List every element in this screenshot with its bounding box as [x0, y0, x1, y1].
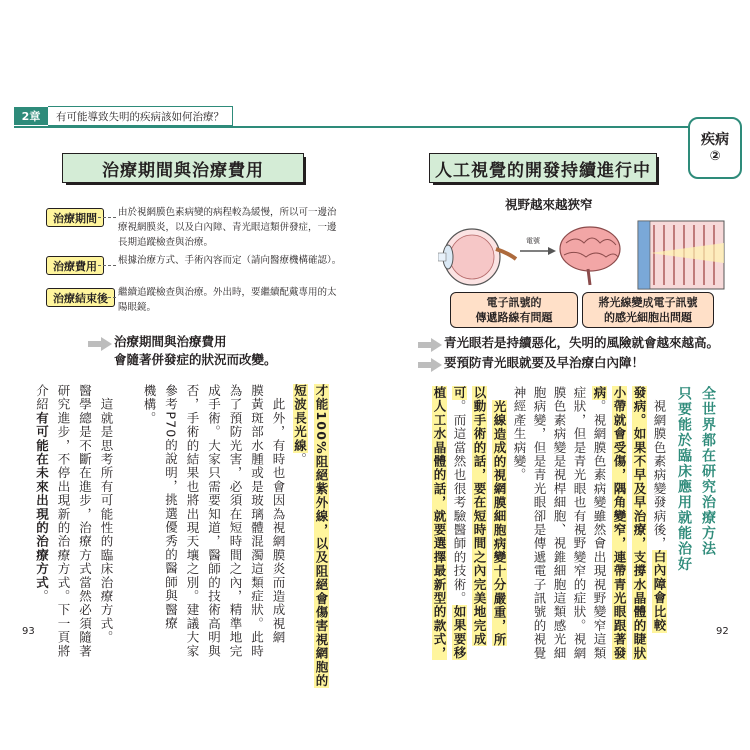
text-column	[226, 384, 244, 658]
body-text	[492, 386, 507, 400]
info-row-text-line: 由於視網膜色素病變的病程較為緩慢，所以可一邊治	[118, 207, 337, 218]
info-row-text	[118, 253, 341, 268]
body-text: 醫學總是不斷在進步，治療方式當然必須隨著	[77, 384, 93, 658]
illustration-label-left-line: 傳遞路線有問題	[475, 311, 553, 324]
right-heading-col-2: 只要能於臨床應用就能治好	[676, 386, 692, 572]
bold-text: 有可能在未來出現的治療方式	[34, 411, 50, 590]
text-column	[291, 384, 309, 466]
illustration-label-left-line: 電子訊號的	[486, 296, 542, 309]
body-text: 研究進步，不停出現新的治療方式。下一頁將	[56, 384, 71, 658]
right-section-title: 人工視覺的開發持續進行中	[429, 153, 657, 183]
text-column	[269, 384, 287, 644]
text-column	[183, 384, 201, 658]
arrow-icon	[418, 358, 442, 372]
brain-illustration	[560, 227, 620, 285]
text-column	[510, 386, 528, 482]
left-callout	[114, 333, 277, 369]
text-column	[312, 384, 330, 688]
chapter-title: 有可能導致失明的疾病該如何治療？	[48, 106, 233, 126]
text-column	[530, 386, 548, 660]
info-row-label: 治療結束後	[46, 288, 115, 307]
page-number-left: 93	[22, 626, 35, 637]
text-column	[248, 384, 266, 658]
info-row-connector	[98, 265, 116, 266]
highlighted-text: 病	[592, 386, 607, 400]
info-row-text-line: 療視網膜炎，以及白內障、青光眼這類併發症，一邊	[118, 222, 337, 233]
illustration-title: 視野越來越狹窄	[505, 197, 593, 212]
body-text: 此外，有時也會因為視網膜炎而造成視網	[271, 384, 286, 645]
text-column	[570, 386, 588, 660]
highlighted-text: 才能100%阻絕紫外線，以及阻絕會傷害視網胞的	[314, 384, 329, 688]
arrow-icon	[418, 338, 442, 352]
body-text: 膜色素病變是視桿細胞、視錐細胞這類感光細	[552, 386, 567, 660]
left-section-title: 治療期間與治療費用	[62, 153, 304, 183]
text-column	[97, 384, 115, 644]
body-text: 介紹	[34, 384, 50, 412]
text-column	[140, 384, 158, 425]
side-tab-number: ②	[709, 148, 721, 164]
text-column	[430, 386, 448, 660]
info-row-text	[118, 205, 337, 250]
text-column	[470, 386, 488, 646]
text-column	[550, 386, 568, 660]
highlighted-text: 發病。如果不早及早治療，支撐水晶體的睫狀	[632, 386, 647, 660]
info-row-connector	[108, 297, 116, 298]
body-text: 。而這當然也很考驗醫師的技術。	[452, 399, 467, 606]
illustration-label-right-line: 的感光細胞出問題	[604, 311, 692, 324]
eye-brain-illustration	[438, 213, 726, 293]
right-callout-1: 青光眼若是持續惡化，失明的風險就會越來越高。	[444, 335, 720, 350]
body-text: 視網膜色素病變發病後，	[652, 386, 667, 551]
text-column	[76, 384, 94, 658]
text-column	[162, 384, 180, 630]
highlighted-text: 以動手術的話，要在短時間之內完美地完成	[472, 386, 487, 647]
arrow-icon	[88, 337, 112, 351]
body-text: 。	[292, 452, 308, 467]
body-text: 這就是思考所有可能性的臨床治療方式。	[99, 384, 114, 645]
info-row-text-line: 繼續追蹤檢查與治療。外出時，要繼續配戴專用的太	[118, 287, 337, 298]
highlighted-text: 小帶就會受傷，隅角變窄，連帶青光眼跟著發	[612, 386, 627, 660]
body-text: 參考P70的說明，挑選優秀的醫師與醫療	[163, 384, 179, 631]
right-heading-col-1: 全世界都在研究治療方法	[700, 386, 716, 557]
highlighted-text: 植人工水晶體的話，就要選擇最新型的款式，	[432, 386, 447, 660]
illustration-label-right-line: 將光線變成電子訊號	[598, 296, 698, 309]
body-text: 神經產生病變。	[512, 386, 527, 482]
highlighted-text: 白內障會比較	[652, 550, 667, 633]
illustration-label-right	[582, 292, 714, 328]
text-column	[650, 386, 668, 633]
text-column	[610, 386, 628, 660]
eye-illustration	[438, 229, 516, 285]
signal-label: 電號	[526, 237, 540, 245]
highlighted-text: 光線造成的視網膜細胞病變十分嚴重，所	[492, 399, 507, 647]
body-text: 為了預防光害，必須在短時間之內，精準地完	[228, 384, 243, 658]
body-text: 機構。	[142, 384, 157, 426]
retina-cells-illustration	[638, 221, 724, 289]
info-row-text	[118, 285, 337, 315]
highlighted-text: 如果要移	[452, 605, 467, 661]
text-column	[590, 386, 608, 660]
side-tab	[688, 117, 742, 179]
info-row-label: 治療期間	[46, 208, 104, 227]
text-column	[54, 384, 72, 658]
info-row-connector	[98, 217, 116, 218]
info-row-label: 治療費用	[46, 256, 104, 275]
chapter-rule	[14, 126, 688, 128]
highlighted-text: 可	[452, 386, 467, 400]
info-row-text-line: 陽眼鏡。	[118, 302, 157, 313]
body-text: 成手術。大家只需要知道，醫師的技術高明與	[206, 384, 222, 658]
body-text: 。	[34, 589, 50, 604]
body-text: 否，手術的結果也將出現天壤之別。建議大家	[185, 384, 200, 658]
body-text: 症狀，但是青光眼也有視野變窄的症狀。視網	[572, 386, 587, 660]
text-column	[630, 386, 648, 660]
right-callout-2: 要預防青光眼就要及早治療白內障！	[444, 355, 645, 370]
text-column	[205, 384, 223, 658]
body-text: 膜黃斑部水腫或是玻璃體混濁這類症狀。此時	[249, 384, 265, 658]
text-column	[490, 386, 508, 646]
body-text: 。視網膜色素病變雖然會出現視野變窄這類	[592, 399, 607, 661]
text-column	[450, 386, 468, 660]
highlighted-text: 短波長光線	[292, 384, 308, 453]
side-tab-label: 疾病	[701, 131, 729, 148]
illustration-label-left	[450, 292, 578, 328]
info-row-text-line: 長期追蹤檢查與治療。	[118, 237, 214, 248]
text-column	[33, 384, 51, 603]
chapter-tab: 2章	[14, 107, 48, 125]
left-callout-line: 會隨著併發症的狀況而改變。	[114, 352, 277, 367]
info-row-text-line: 根據治療方式、手術內容而定（請向醫療機構確認）。	[118, 255, 342, 266]
body-text: 胞病變，但是青光眼卻是傳遞電子訊號的視覺	[532, 386, 547, 660]
left-callout-line: 治療期間與治療費用	[114, 334, 227, 349]
page-number-right: 92	[716, 626, 729, 637]
